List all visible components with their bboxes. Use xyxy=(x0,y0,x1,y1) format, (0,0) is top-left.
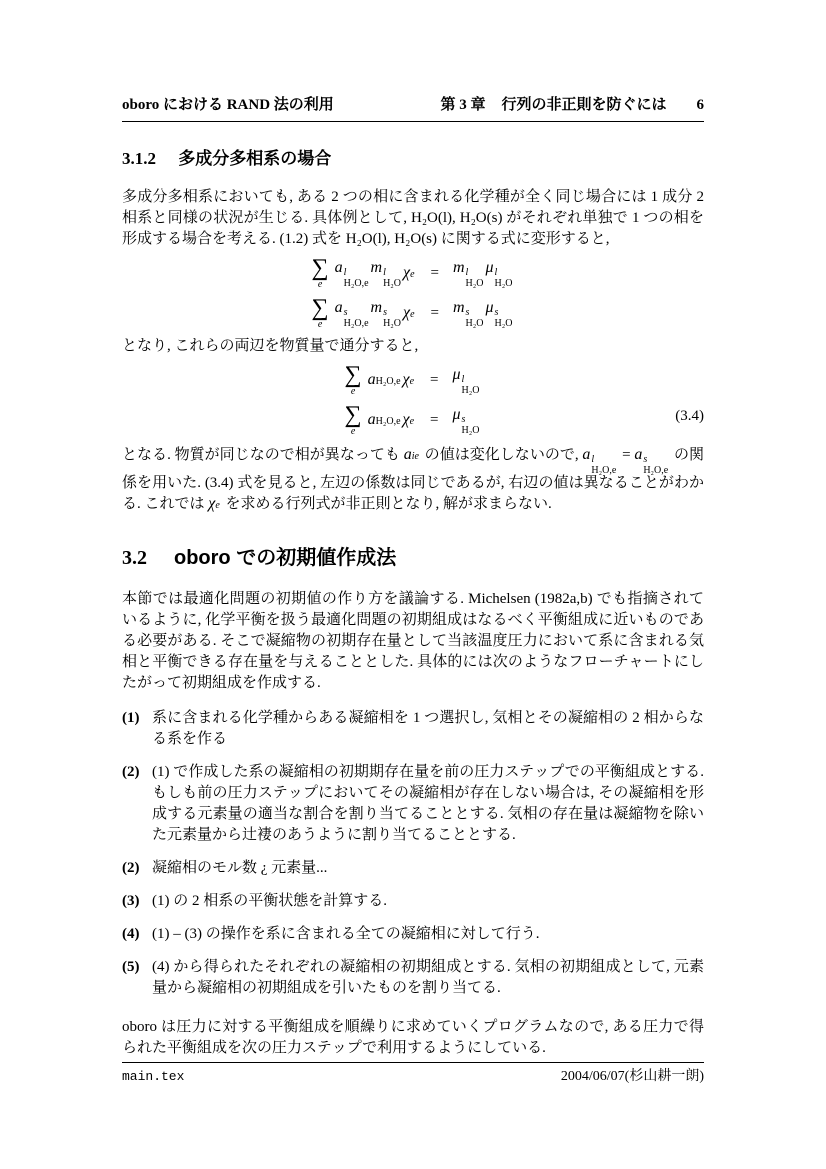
flowchart-list xyxy=(122,708,704,999)
equals-sign: = xyxy=(430,371,439,388)
page-header xyxy=(122,95,704,122)
summation-symbol: ∑ e xyxy=(311,255,329,290)
equation-rhs xyxy=(452,366,481,396)
math-symbol: χ e xyxy=(402,371,415,388)
chapter-number: 第 3 章 xyxy=(440,97,486,113)
footer-filename: main.tex xyxy=(122,1069,185,1084)
math-symbol: m l H₂O xyxy=(370,259,402,289)
equation-lhs xyxy=(345,403,416,437)
section-number: 3.2 xyxy=(122,547,147,569)
running-title: oboro における RAND 法の利用 xyxy=(122,97,334,113)
equation-block-1 xyxy=(122,256,704,330)
list-item-3 xyxy=(122,891,704,912)
list-item-4 xyxy=(122,924,704,945)
equals-sign: = xyxy=(430,264,439,281)
section-number: 3.1.2 xyxy=(122,149,156,168)
list-item-2b xyxy=(122,858,704,879)
section-heading-3-2 xyxy=(122,545,704,571)
section-title: 多成分多相系の場合 xyxy=(178,149,332,168)
list-item-text: 凝縮相のモル数 ¿ 元素量... xyxy=(152,860,328,876)
math-symbol: a H₂O,e xyxy=(367,371,401,388)
summation-symbol: ∑ e xyxy=(344,402,362,437)
math-symbol: a l H₂O,e xyxy=(582,446,617,476)
math-symbol: μ l H₂O xyxy=(485,259,513,289)
equation-grid-1 xyxy=(122,256,704,330)
math-symbol: μ l H₂O xyxy=(452,366,480,396)
page-number: 6 xyxy=(696,97,704,113)
chapter-header xyxy=(440,95,704,116)
equation-rhs xyxy=(452,259,514,289)
list-item-label: (2) xyxy=(122,860,140,876)
math-symbol: m s H₂O xyxy=(370,299,402,329)
math-symbol: m l H₂O xyxy=(452,259,484,289)
chapter-title: 行列の非正則を防ぐには xyxy=(501,97,667,113)
list-item-1 xyxy=(122,708,704,750)
math-symbol: a H₂O,e xyxy=(367,411,401,428)
summation-symbol: ∑ e xyxy=(311,295,329,330)
page-footer xyxy=(122,1062,704,1086)
section-title: oboro での初期値作成法 xyxy=(174,547,397,569)
math-symbol: μ s H₂O xyxy=(485,299,513,329)
equation-connector-text: となり, これらの両辺を物質量で通分すると, xyxy=(122,338,419,354)
math-symbol: a ie xyxy=(403,446,419,463)
math-symbol: χ e xyxy=(403,304,415,321)
list-item-label: (2) xyxy=(122,764,140,780)
math-symbol: a l H₂O,e xyxy=(334,259,369,289)
equation-lhs xyxy=(312,296,417,330)
list-item-2 xyxy=(122,762,704,846)
paragraph-multicomponent: 多成分多相系においても, ある 2 つの相に含まれる化学種が全く同じ場合には 1 成分 2 相系と同様の状況が生じる. 具体例として, H₂O(l), H₂O(s) がそれぞれ単独で 1 つの相を形成する場合を考える. (1.2) 式を H₂O(l), H₂O(s) に関する式に変形すると, xyxy=(122,189,704,247)
equation-lhs xyxy=(312,256,417,290)
list-item-label: (3) xyxy=(122,893,140,909)
equation-rhs xyxy=(452,299,514,329)
list-item-text: (1) の 2 相系の平衡状態を計算する. xyxy=(152,893,387,909)
equals-sign: = xyxy=(430,411,439,428)
list-item-text: (1) – (3) の操作を系に含まれる全ての凝縮相に対して行う. xyxy=(152,926,540,942)
list-item-text: (4) から得られたそれぞれの凝縮相の初期組成とする. 気相の初期組成として, 元素量から凝縮相の初期組成を引いたものを割り当てる. xyxy=(152,959,704,996)
list-item-label: (5) xyxy=(122,959,140,975)
equation-lhs xyxy=(345,363,416,397)
math-symbol: μ s H₂O xyxy=(452,406,480,436)
equation-number: (3.4) xyxy=(675,408,704,424)
paragraph-initial-values: 本節では最適化問題の初期値の作り方を議論する. Michelsen (1982a,b) でも指摘されているように, 化学平衡を扱う最適化問題の初期組成はなるべく平衡組成に近いものである必要がある. そこで凝縮物の初期存在量として当該温度圧力において系に含まれる気相と平衡できる存在量を与えることとした. 具体的には次のようなフローチャートにしたがって初期組成を作成する. xyxy=(122,591,704,691)
equals-sign: = xyxy=(430,304,439,321)
math-symbol: a s H₂O,e xyxy=(634,446,669,476)
paragraph-singular-matrix: となる. 物質が同じなので相が異なっても a ie の値は変化しないので, a l H₂O,e = a s H₂O,e の関係を用いた. (3.4) 式を見ると, 左辺の係数は同じであるが, 右辺の値は異なることがわかる. これでは χ e を求める行列式が非正則となり, 解が求まらない. xyxy=(122,446,704,512)
list-item-5 xyxy=(122,957,704,999)
math-symbol: χ e xyxy=(403,264,415,281)
list-item-label: (4) xyxy=(122,926,140,942)
equation-rhs xyxy=(452,406,481,436)
math-symbol: χ e xyxy=(402,411,415,428)
list-item-text: 系に含まれる化学種からある凝縮相を 1 つ選択し, 気相とその凝縮相の 2 相からなる系を作る xyxy=(152,710,704,747)
section-heading-3-1-2 xyxy=(122,148,704,170)
math-symbol: χ e xyxy=(208,495,220,512)
paragraph-oboro-pressure: oboro は圧力に対する平衡組成を順繰りに求めていくプログラムなので, ある圧力で得られた平衡組成を次の圧力ステップで利用するようにしている. xyxy=(122,1019,704,1056)
equation-block-2 xyxy=(122,363,704,437)
summation-symbol: ∑ e xyxy=(344,362,362,397)
list-item-label: (1) xyxy=(122,710,140,726)
list-item-text: (1) で作成した系の凝縮相の初期期存在量を前の圧力ステップでの平衡組成とする. もしも前の圧力ステップにおいてその凝縮相が存在しない場合は, その凝縮相を形成する元素量の適当な割合を割り当てることとする. 気相の存在量は凝縮物を除いた元素量から辻褄のあうように割り当てることとする. xyxy=(152,764,704,843)
math-symbol: m s H₂O xyxy=(452,299,484,329)
footer-date-author: 2004/06/07(杉山耕一朗) xyxy=(560,1069,704,1084)
math-symbol: a s H₂O,e xyxy=(334,299,369,329)
equation-grid-2 xyxy=(122,363,704,437)
